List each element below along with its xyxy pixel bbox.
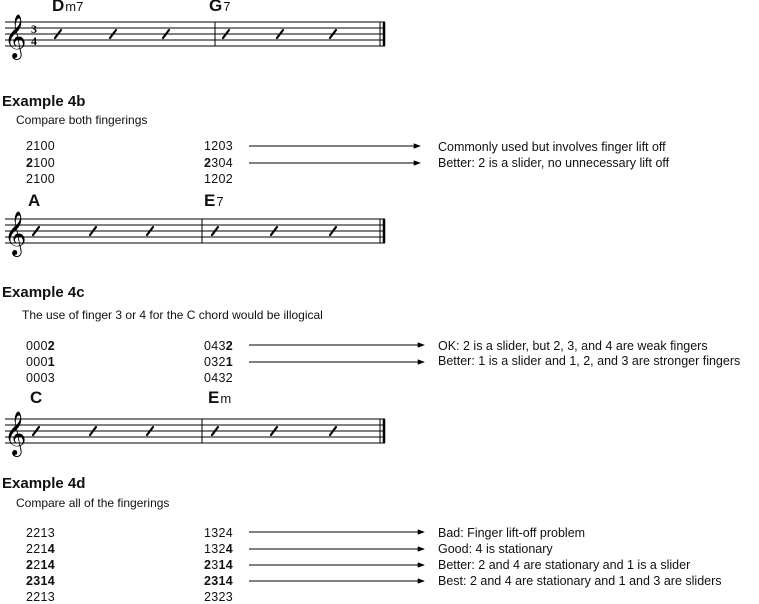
fingering-note: Better: 1 is a slider and 1, 2, and 3 are stronger fingers xyxy=(438,354,741,368)
fingering-note: OK: 2 is a slider, but 2, 3, and 4 are weak fingers xyxy=(438,339,708,353)
fingering-right: 0321 xyxy=(204,355,234,369)
example-subtitle: Compare all of the fingerings xyxy=(16,496,170,510)
example-subtitle: The use of finger 3 or 4 for the C chord would be illogical xyxy=(22,308,323,322)
fingering-left: 2100 xyxy=(26,139,56,153)
fingering-right: 0432 xyxy=(204,371,234,385)
fingering-note: Bad: Finger lift-off problem xyxy=(438,526,586,540)
time-signature-top: 3 xyxy=(31,22,37,36)
fingering-left: 2100 xyxy=(26,156,56,170)
chord-symbol: Dm7 xyxy=(52,0,84,15)
treble-clef-icon: 𝄞 xyxy=(4,211,27,255)
fingering-note: Commonly used but involves finger lift off xyxy=(438,140,666,154)
fingering-left: 2314 xyxy=(26,574,56,588)
example-title: Example 4c xyxy=(2,284,85,301)
fingering-left: 2214 xyxy=(26,542,56,556)
fingering-note: Best: 2 and 4 are stationary and 1 and 3 are sliders xyxy=(438,574,722,588)
fingering-right: 1324 xyxy=(204,526,234,540)
fingering-left: 0001 xyxy=(26,355,56,369)
fingering-left: 2100 xyxy=(26,172,56,186)
chord-symbol: A xyxy=(28,191,41,210)
fingering-right: 1203 xyxy=(204,139,234,153)
fingering-right: 1324 xyxy=(204,542,234,556)
fingering-note: Better: 2 is a slider, no unnecessary lift off xyxy=(438,156,670,170)
fingering-right: 2314 xyxy=(204,574,234,588)
fingering-left: 0002 xyxy=(26,339,56,353)
fingering-right: 2304 xyxy=(204,156,234,170)
example-title: Example 4d xyxy=(2,475,86,492)
fingering-right: 2323 xyxy=(204,590,234,604)
chord-symbol: Em xyxy=(208,388,232,407)
example-subtitle: Compare both fingerings xyxy=(16,113,148,127)
time-signature-bottom: 4 xyxy=(31,34,37,48)
chord-symbol: G7 xyxy=(209,0,231,15)
example-title: Example 4b xyxy=(2,93,86,110)
fingering-note: Better: 2 and 4 are stationary and 1 is a slider xyxy=(438,558,691,572)
chord-symbol: E7 xyxy=(204,191,224,210)
fingering-note: Good: 4 is stationary xyxy=(438,542,553,556)
fingering-right: 0432 xyxy=(204,339,234,353)
chord-symbol: C xyxy=(30,388,43,407)
fingering-right: 2314 xyxy=(204,558,234,572)
fingering-left: 2214 xyxy=(26,558,56,572)
fingering-left: 0003 xyxy=(26,371,56,385)
fingering-left: 2213 xyxy=(26,590,56,604)
treble-clef-icon: 𝄞 xyxy=(4,14,27,58)
fingering-left: 2213 xyxy=(26,526,56,540)
fingering-right: 1202 xyxy=(204,172,234,186)
treble-clef-icon: 𝄞 xyxy=(4,411,27,455)
